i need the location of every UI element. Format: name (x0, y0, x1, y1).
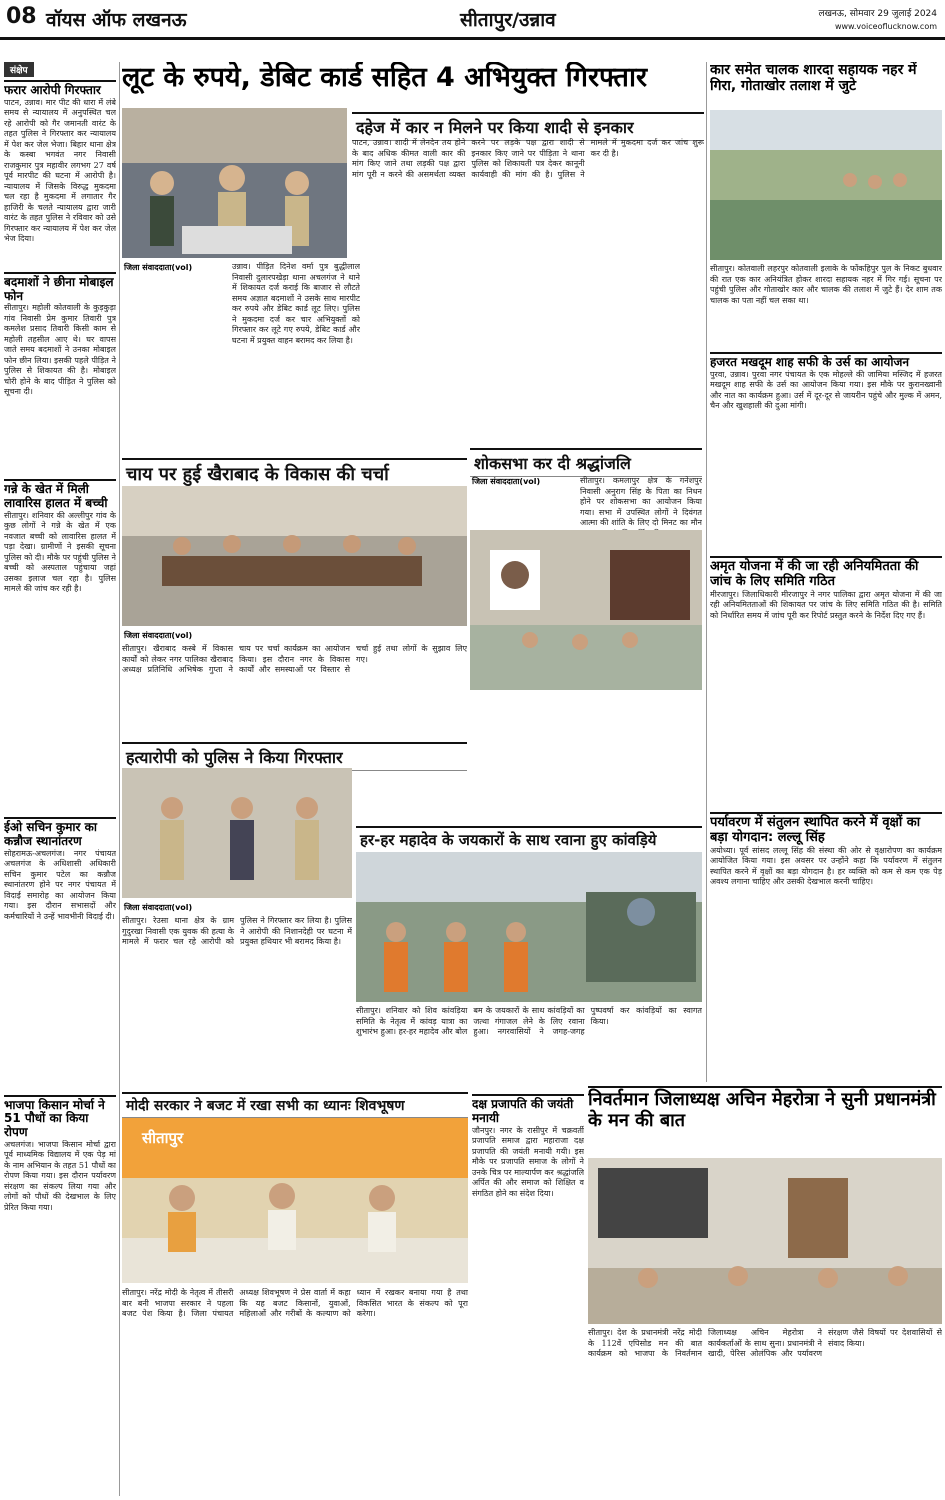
tea-photo (122, 486, 467, 626)
daksh-headline: दक्ष प्रजापति की जयंती मनायी (472, 1094, 584, 1126)
masthead (0, 0, 945, 40)
sidebar-body: सीतापुर। शनिवार की अल्लीपुर गांव के कुछ लोगों ने गन्ने के खेत में एक नवजात बच्ची को लावारिस हालत में पड़ा देखा। ग्रामीणों ने इसकी सूचना पुलिस को दी। मौके पर पहुंची पुलिस ने बच्ची को अस्पताल पहुंचाया जहां उसका इलाज चल रहा है। पुलिस मामले की जांच कर रही है। (4, 510, 116, 594)
amrut-story (710, 556, 942, 806)
paper-name: वॉयस ऑफ लखनऊ (46, 9, 187, 31)
amrut-body: मीरजापुर। जिलाधिकारी मीरजापुर ने नगर पालिका द्वारा अमृत योजना में की जा रही अनियमितताओं की शिकायत पर जांच के लिए समिति गठित की है। समिति को निर्धारित समय में जांच पूरी कर रिपोर्ट प्रस्तुत करने के निर्देश दिए गए हैं। (710, 589, 942, 620)
page-number: 08 (6, 4, 37, 29)
section-name: सीतापुर/उन्नाव (460, 9, 556, 31)
sidebar-headline: फरार आरोपी गिरफ्तार (4, 80, 116, 98)
sidebar-headline: बदमाशों ने छीना मोबाइल फोन (4, 272, 116, 304)
lead-photo-main (122, 108, 347, 258)
photo-credit: जिला संवाददाता(vol) (472, 477, 541, 486)
mankibaat-headline: निवर्तमान जिलाध्यक्ष अचिन मेहरोत्रा ने सुनी प्रधानमंत्री के मन की बात (588, 1089, 936, 1131)
column-divider (119, 62, 120, 1496)
boat-photo (710, 110, 942, 260)
daksh-story (472, 1094, 584, 1496)
murder-body: सीतापुर। रेउसा थाना क्षेत्र के ग्राम गुदुरखा निवासी एक युवक की हत्या के मामले में फरार चल रहे आरोपी को पुलिस ने गिरफ्तार कर लिया है। पुलिस ने आरोपी की निशानदेही पर घटना में प्रयुक्त हथियार भी बरामद किया है। (122, 916, 352, 946)
photo-credit: जिला संवाददाता(vol) (124, 631, 193, 640)
murder-photo (122, 768, 352, 898)
kanwar-body: सीतापुर। शनिवार को शिव कांवड़िया समिति के नेतृत्व में कांवड़ यात्रा का शुभारंभ हुआ। हर-हर महादेव और बोल बम के जयकारों के साथ कांवड़ियों का जत्था गंगाजल लेने के लिए रवाना हुआ। नगरवासियों ने जगह-जगह पुष्पवर्षा कर कांवड़ियों का स्वागत किया। (356, 1006, 702, 1036)
condolence-headline: शोकसभा कर दी श्रद्धांजलि (470, 448, 702, 477)
kanwar-headline: हर-हर महादेव के जयकारों के साथ रवाना हुए कांवड़िये (356, 826, 702, 853)
boat-body: सीतापुर। कोतवाली लहरपुर कोतवाली इलाके के फोंकहिपुर पुल के निकट बुधवार की रात एक कार अनियंत्रित होकर शारदा सहायक नहर में गिर गई। सूचना पर पहुंची पुलिस और गोताखोर कार और चालक की तलाश में जुटे हैं। देर शाम तक चालक का पता नहीं चल सका था। (710, 264, 942, 305)
dowry-headline: दहेज में कार न मिलने पर किया शादी से इनकार (352, 112, 704, 141)
photo-credit: जिला संवाददाता(vol) (124, 903, 193, 912)
website-link[interactable]: www.voiceoflucknow.com (834, 22, 937, 31)
banner-text: सीतापुर (142, 1129, 184, 1147)
budget-photo (122, 1118, 468, 1283)
environment-body: अयोध्या। पूर्व सांसद लल्लू सिंह की संस्था की ओर से वृक्षारोपण का कार्यक्रम आयोजित किया गया। इस अवसर पर उन्होंने कहा कि पर्यावरण में संतुलन स्थापित करने में वृक्षों का बड़ा योगदान है। हर व्यक्ति को कम से कम एक पेड़ अवश्य लगाना चाहिए और उसकी देखभाल करनी चाहिए। (710, 845, 942, 887)
environment-headline: पर्यावरण में संतुलन स्थापित करने में वृक्षों का बड़ा योगदान: लल्लू सिंह (710, 812, 942, 846)
urs-body: पुरवा, उन्नाव। पुरवा नगर पंचायत के एक मोहल्ले की जामिया मस्जिद में हजरत मखदूम शाह सफी के उर्स का आयोजन किया गया। इस मौके पर कुरानख्वानी और नात का कार्यक्रम हुआ। उर्स में दूर-दूर से जायरीन पहुंचे और मुल्क में अमन, चैन और खुशहाली की दुआ मांगी। (710, 369, 942, 411)
radio-listening-image (588, 1158, 942, 1324)
urs-story (710, 352, 942, 552)
sidebar-headline: ईओ सचिन कुमार का कन्नौज स्थानांतरण (4, 817, 116, 849)
condolence-meeting-image (470, 530, 702, 690)
photo-credit: जिला संवाददाता(vol) (124, 263, 193, 272)
kanwar-procession-image (356, 852, 702, 1002)
column-divider (706, 62, 707, 1082)
mankibaat-story (588, 1086, 942, 1156)
police-arrest-image (122, 768, 352, 898)
murder-headline: हत्यारोपी को पुलिस ने किया गिरफ्तार (122, 742, 467, 771)
budget-headline: मोदी सरकार ने बजट में रखा सभी का ध्यानः शिवभूषण (122, 1092, 468, 1118)
daksh-body: जौनपुर। नगर के रासीपुर में चक्रवर्ती प्रजापति समाज द्वारा महाराजा दक्ष प्रजापति की जयंती मनायी गयी। इस मौके पर प्रजापति समाज के लोगों ने उनके चित्र पर माल्यार्पण कर श्रद्धांजलि अर्पित की और समाज को शिक्षित व संगठित होने का संदेश दिया। (472, 1125, 584, 1198)
sidebar-headline: भाजपा किसान मोर्चा ने 51 पौधों का किया रोपण (4, 1095, 116, 1140)
meeting-image (122, 486, 467, 626)
lead-story (122, 62, 702, 110)
boat-headline: कार समेत चालक शारदा सहायक नहर में गिरा, गोताखोर तलाश में जुटे (710, 62, 917, 95)
dateline: लखनऊ, सोमवार 29 जुलाई 2024 (818, 9, 937, 19)
lead-headline: लूट के रुपये, डेबिट कार्ड सहित 4 अभियुक्त गिरफ्तार (122, 62, 647, 93)
sidebar-body: सीतापुर। महोली कोतवाली के कुड़कुड़ा गांव निवासी प्रेम कुमार तिवारी पुत्र कमलेश प्रसाद तिवारी किसी काम से महोली तहसील आए थे। घर वापस जाते समय बदमाशों ने उनका मोबाइल फोन छीन लिया। इसकी पहले पीड़ित ने पुलिस से शिकायत की है। मोबाइल चोरी होने के बाद पीड़ित ने पुलिस को सूचना दी। (4, 303, 116, 397)
sidebar-body: पाटन, उन्नाव। मार पीट की धारा में लंबे समय से न्यायालय में अनुपस्थित चल रहे आरोपी को गैर जमानती वारंट के तहत पुलिस ने गिरफ्तार कर न्यायालय में पेश कर जेल भेजा। बिहार थाना क्षेत्र के कस्बा भगवंत नगर निवासी राजकुमार पुत्र महावीर लगभग 27 वर्ष पूर्व मारपीट की घटना में आरोपी है। न्यायालय में जिसके विरुद्ध मुकदमा चल रहा है मुकदमा में लगातार गैर हाजिरी के चलते न्यायालय द्वारा जारी वारंट के तहत पुलिस ने रविवार को उसे गिरफ्तार कर न्यायालय में पेश कर जेल भेज दिया। (4, 97, 116, 244)
environment-story (710, 812, 942, 1082)
sidebar-headline: गन्ने के खेत में मिली लावारिस हालत में बच्ची (4, 479, 116, 511)
sidebar-body: सोहरामऊ-अचलगंज। नगर पंचायत अचलगंज के अधिशासी अधिकारी सचिन कुमार पटेल का कन्नौज स्थानांतरण होने पर नगर पंचायत में विदाई समारोह का आयोजन किया गया। इस दौरान सभासदों और कर्मचारियों ने उन्हें भावभीनी विदाई दी। (4, 848, 116, 921)
urs-headline: हजरत मखदूम शाह सफी के उर्स का आयोजन (710, 352, 942, 370)
police-officers-image (122, 108, 347, 258)
budget-body: सीतापुर। नरेंद्र मोदी के नेतृत्व में तीसरी बार बनी भाजपा सरकार ने पहला बजट पेश किया है। जिला पंचायत अध्यक्ष शिवभूषण ने प्रेस वार्ता में कहा कि यह बजट किसानों, युवाओं, महिलाओं और गरीबों के कल्याण को ध्यान में रखकर बनाया गया है तथा विकसित भारत के संकल्प को पूरा करेगा। (122, 1288, 468, 1318)
kanwar-photo (356, 852, 702, 1002)
canal-search-image (710, 110, 942, 260)
lead-body: उन्नाव। पीड़ित दिनेश वर्मा पुत्र बुद्धीलाल निवासी दुलारपखेड़ा थाना अचलगंज ने थाने में शिकायत दर्ज कराई कि बाजार से लौटते समय अज्ञात बदमाशों ने उसके साथ मारपीट कर रुपये और डेबिट कार्ड लूट लिए। पुलिस ने मुकदमा दर्ज कर चार अभियुक्तों को गिरफ्तार कर लूटे गए रुपये, डेबिट कार्ड और घटना में प्रयुक्त वाहन बरामद कर लिया है। (232, 262, 360, 345)
tea-body: सीतापुर। खैराबाद कस्बे में विकास कार्यों को लेकर नगर पालिका खैराबाद अध्यक्ष प्रतिनिधि अभिषेक गुप्ता ने चाय पर चर्चा कार्यक्रम का आयोजन किया। इस दौरान नगर के विकास कार्यों और समस्याओं पर विस्तार से चर्चा हुई तथा लोगों के सुझाव लिए गए। (122, 644, 467, 674)
condolence-photo (470, 530, 702, 690)
amrut-headline: अमृत योजना में की जा रही अनियमितता की जांच के लिए समिति गठित (710, 556, 942, 590)
condolence-body: सीतापुर। कमलापुर क्षेत्र के गनेशपुर निवासी अनुराग सिंह के पिता का निधन होने पर शोकसभा का आयोजन किया गया। सभा में उपस्थित लोगों ने दिवंगत आत्मा की शांति के लिए दो मिनट का मौन (580, 476, 702, 527)
mankibaat-photo (588, 1158, 942, 1324)
sidebar-body: अचलगंज। भाजपा किसान मोर्चा द्वारा पूर्व माध्यमिक विद्यालय में एक पेड़ मां के नाम अभियान के तहत 51 पौधों का रोपण किया गया। इस दौरान पर्यावरण संरक्षण का संकल्प लिया गया और लोगों को पौधों की देखभाल के लिए प्रेरित किया गया। (4, 1139, 116, 1212)
dowry-body: पाटन, उन्नाव। शादी में लेनदेन तय होने के बाद अधिक कीमत वाली कार की मांग किए जाने तथा लड़की पक्ष द्वारा मांग पूरी न करने की असमर्थता व्यक्त करने पर लड़के पक्ष द्वारा शादी से इनकार किए जाने पर पीड़िता ने थाना पुलिस को शिकायती पत्र देकर कानूनी कार्यवाही की मांग की है। पुलिस ने मामले में मुकदमा दर्ज कर जांच शुरू कर दी है। (352, 138, 704, 179)
tea-headline: चाय पर हुई खैराबाद के विकास की चर्चा (122, 458, 467, 489)
sidebar (4, 62, 116, 1496)
sidebar-tag: संक्षेप (4, 62, 34, 77)
mankibaat-body: सीतापुर। देश के प्रधानमंत्री नरेंद्र मोदी के 112वें एपिसोड मन की बात कार्यक्रम को भाजपा के निवर्तमान जिलाध्यक्ष अचिन मेहरोत्रा ने कार्यकर्ताओं के साथ सुना। प्रधानमंत्री ने खादी, पेरिस ओलंपिक और पर्यावरण संरक्षण जैसे विषयों पर देशवासियों से संवाद किया। (588, 1328, 942, 1358)
